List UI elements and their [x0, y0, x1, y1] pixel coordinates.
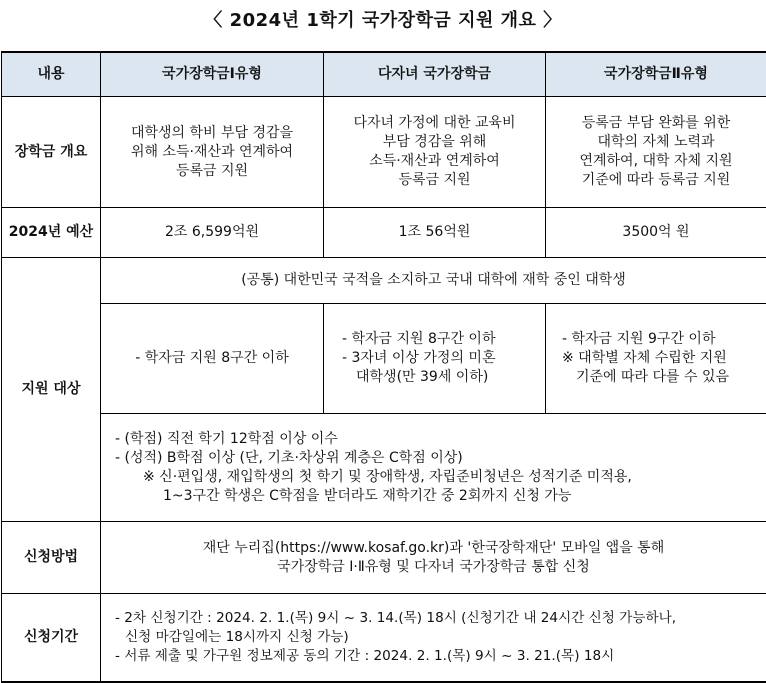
method-label: 신청방법 — [2, 522, 101, 594]
overview-multi-child: 다자녀 가정에 대한 교육비 부담 경감을 위해 소득·재산과 연계하여 등록금 지원 — [324, 97, 546, 208]
target-grades: - (학점) 직전 학기 12학점 이상 이수 - (성적) B학점 이상 (단, 기초·차상위 계층은 C학점 이상) ※ 신·편입생, 재입학생의 첫 학기 및 장애학생, 자립준비청년은 성적기준 미적용, 1~3구간 학생은 C학점을 받더라도 재학기간 중 2회까지 신청 가능 — [101, 414, 766, 522]
header-multi-child: 다자녀 국가장학금 — [324, 52, 546, 97]
target-common: (공통) 대한민국 국적을 소지하고 국내 대학에 재학 중인 대학생 — [101, 258, 766, 304]
header-type1: 국가장학금Ⅰ유형 — [101, 52, 324, 97]
method-row — [2, 522, 766, 594]
target-eligibility-row — [2, 304, 766, 414]
period-content: - 2차 신청기간 : 2024. 2. 1.(목) 9시 ~ 3. 14.(목) 18시 (신청기간 내 24시간 신청 가능하나, 신청 마감일에는 18시까지 신청 가능) - 서류 제출 및 가구원 정보제공 동의 기간 : 2024. 2. 1.(목) 9시 ~ 3. 21.(목) 18시 — [101, 594, 766, 682]
budget-row — [2, 208, 766, 258]
budget-type2: 3500억 원 — [546, 208, 766, 258]
target-type2: - 학자금 지원 9구간 이하 ※ 대학별 자체 수립한 지원 기준에 따라 다를 수 있음 — [546, 304, 766, 414]
budget-label: 2024년 예산 — [2, 208, 101, 258]
budget-multi-child: 1조 56억원 — [324, 208, 546, 258]
target-type1: - 학자금 지원 8구간 이하 — [101, 304, 324, 414]
overview-row — [2, 97, 766, 208]
target-common-row — [2, 258, 766, 304]
overview-label: 장학금 개요 — [2, 97, 101, 208]
header-content: 내용 — [2, 52, 101, 97]
target-multi-child: - 학자금 지원 8구간 이하 - 3자녀 이상 가정의 미혼 대학생(만 39세 이하) — [324, 304, 546, 414]
header-type2: 국가장학금Ⅱ유형 — [546, 52, 766, 97]
target-grades-row — [2, 414, 766, 522]
period-label: 신청기간 — [2, 594, 101, 682]
overview-type2: 등록금 부담 완화를 위한 대학의 자체 노력과 연계하여, 대학 자체 지원 기준에 따라 등록금 지원 — [546, 97, 766, 208]
scholarship-overview-table — [1, 51, 766, 683]
header-row — [2, 52, 766, 97]
period-row — [2, 594, 766, 682]
method-content: 재단 누리집(https://www.kosaf.go.kr)과 '한국장학재단' 모바일 앱을 통해 국가장학금 Ⅰ·Ⅱ유형 및 다자녀 국가장학금 통합 신청 — [101, 522, 766, 594]
target-label: 지원 대상 — [2, 258, 101, 522]
budget-type1: 2조 6,599억원 — [101, 208, 324, 258]
overview-type1: 대학생의 학비 부담 경감을 위해 소득·재산과 연계하여 등록금 지원 — [101, 97, 324, 208]
page-title: 〈 2024년 1학기 국가장학금 지원 개요 〉 — [0, 6, 766, 32]
